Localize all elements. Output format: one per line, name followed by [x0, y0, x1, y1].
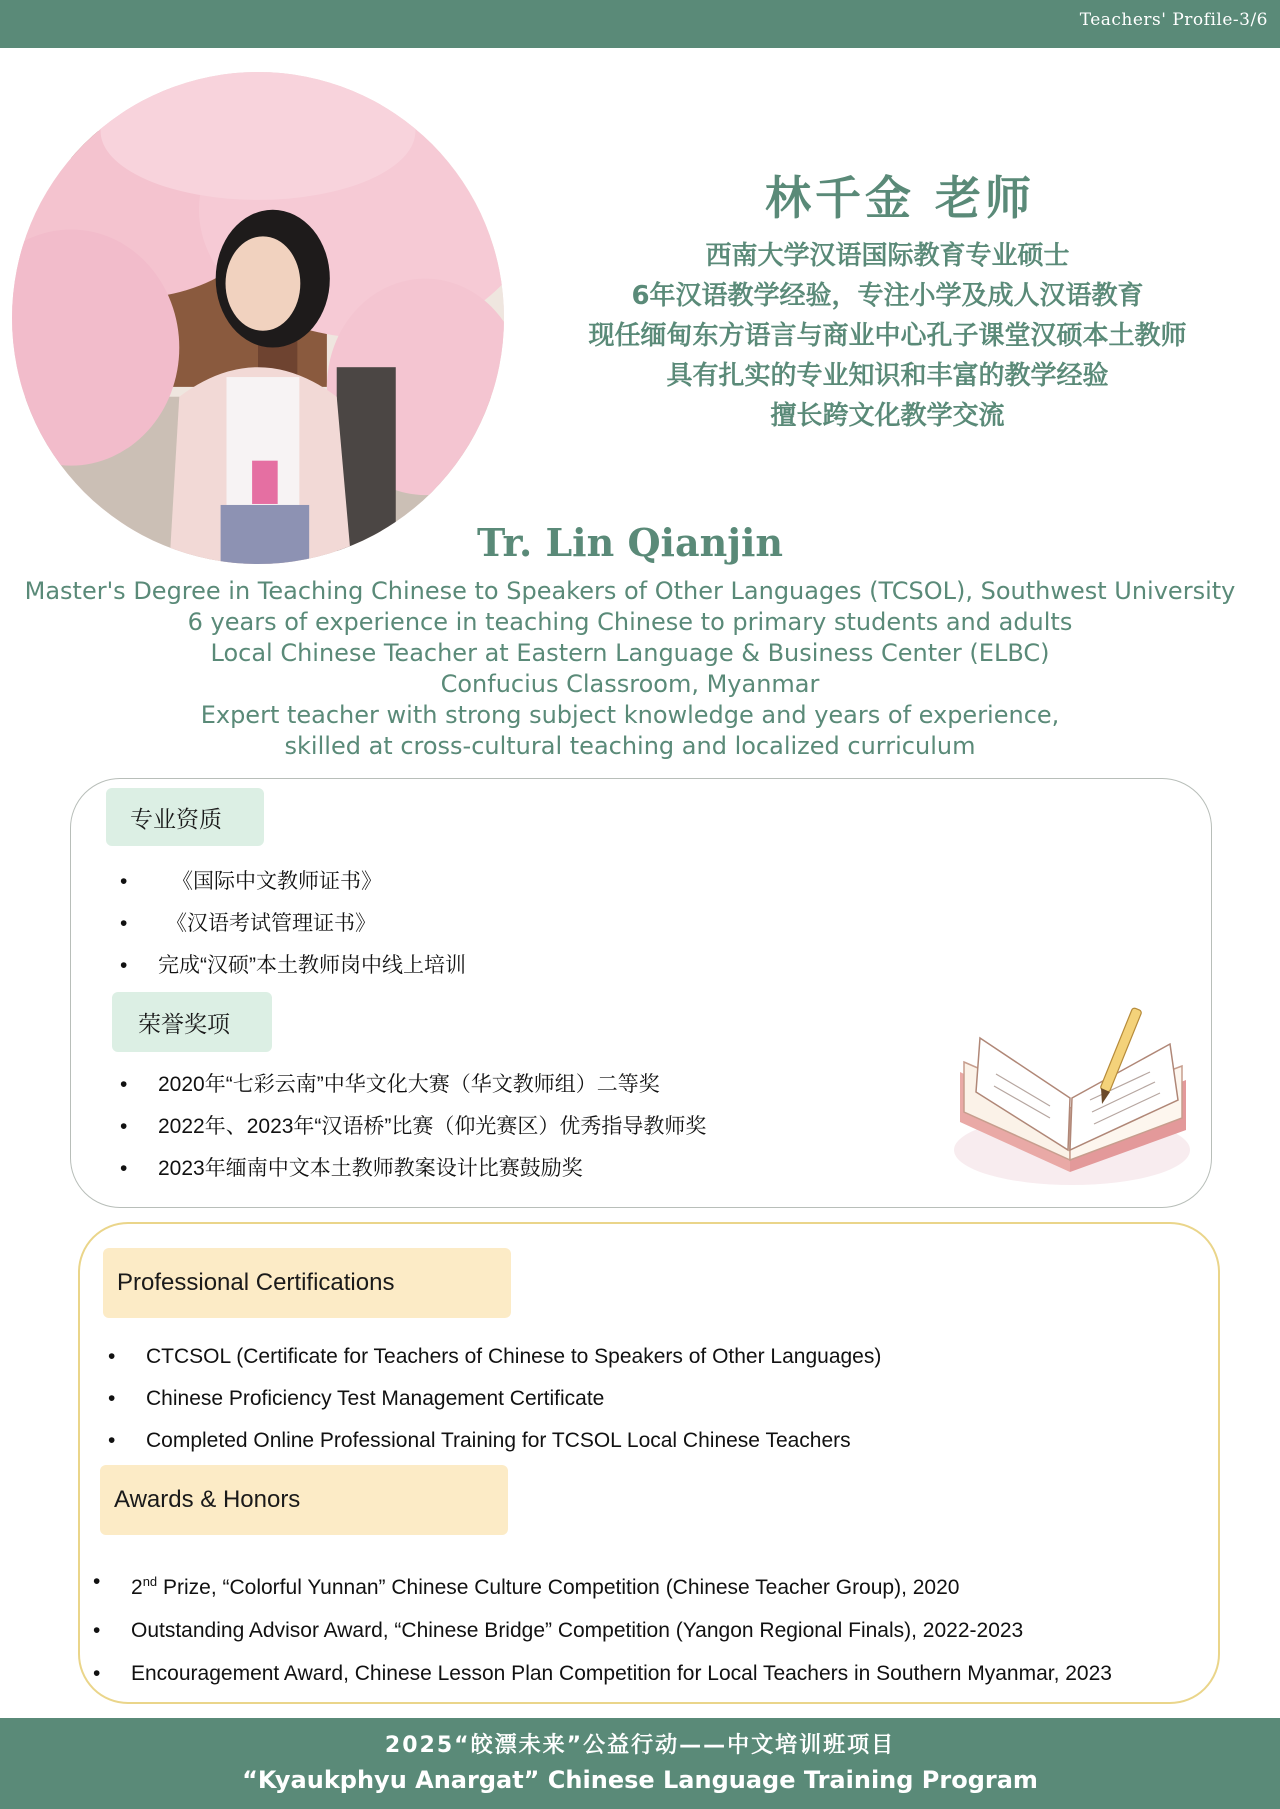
- intro-cn-line: 西南大学汉语国际教育专业硕士: [705, 241, 1070, 271]
- intro-en-line: skilled at cross-cultural teaching and localized curriculum: [284, 732, 976, 760]
- section-title-awards-en: Awards & Honors: [100, 1465, 508, 1535]
- intro-en-line: 6 years of experience in teaching Chinese to primary students and adults: [187, 608, 1073, 636]
- list-item: • Outstanding Advisor Award, “Chinese Bridge” Competition (Yangon Regional Finals), 2022-2023: [131, 1609, 1112, 1652]
- list-item: • 2022年、2023年“汉语桥”比赛（仰光赛区）优秀指导教师奖: [158, 1106, 706, 1148]
- award-ordinal: 2: [131, 1576, 143, 1599]
- teacher-name-cn: 林千金 老师: [764, 171, 1035, 225]
- intro-en-line: Master's Degree in Teaching Chinese to Speakers of Other Languages (TCSOL), Southwest University: [24, 577, 1236, 605]
- list-item: • 2020年“七彩云南”中华文化大赛（华文教师组）二等奖: [158, 1064, 706, 1106]
- list-item: [131, 1560, 1112, 1609]
- intro-en-line: Expert teacher with strong subject knowledge and years of experience,: [200, 701, 1060, 729]
- award-ordinal-suffix: nd: [142, 1574, 158, 1589]
- list-item: • 《国际中文教师证书》: [158, 861, 466, 903]
- footer-line-cn: 2025“皎漂未来”公益行动——中文培训班项目: [384, 1733, 896, 1758]
- qualifications-list-cn: [158, 861, 466, 987]
- page-label: Teachers' Profile-3/6: [1079, 10, 1268, 30]
- list-item: • Completed Online Professional Training for TCSOL Local Chinese Teachers: [146, 1420, 881, 1462]
- open-book-icon: [950, 1000, 1195, 1190]
- section-title-awards-cn: 荣誉奖项: [112, 992, 272, 1052]
- intro-cn-line: 具有扎实的专业知识和丰富的教学经验: [666, 361, 1109, 391]
- section-title-qualifications-cn: 专业资质: [106, 788, 264, 846]
- intro-en-line: Confucius Classroom, Myanmar: [440, 670, 820, 698]
- intro-cn-line: 现任缅甸东方语言与商业中心孔子课堂汉硕本土教师: [588, 321, 1187, 351]
- list-item: • Encouragement Award, Chinese Lesson Plan Competition for Local Teachers in Southern Myanmar, 2023: [131, 1652, 1112, 1695]
- intro-cn-line: 擅长跨文化教学交流: [770, 401, 1005, 431]
- footer-bar: [0, 1718, 1280, 1809]
- header-bar: [0, 0, 1280, 48]
- intro-cn: [495, 236, 1280, 436]
- awards-list-cn: [158, 1064, 706, 1190]
- list-item: • CTCSOL (Certificate for Teachers of Chinese to Speakers of Other Languages): [146, 1336, 881, 1378]
- list-item: • 《汉语考试管理证书》: [158, 903, 466, 945]
- section-title-certifications-en: Professional Certifications: [103, 1248, 511, 1318]
- awards-list-en: [131, 1560, 1112, 1695]
- intro-cn-line: 6年汉语教学经验，专注小学及成人汉语教育: [631, 281, 1144, 311]
- teacher-name-en: Tr. Lin Qianjin: [476, 520, 784, 565]
- teacher-photo: [12, 72, 504, 564]
- intro-en: [0, 576, 1260, 762]
- list-item: • 完成“汉硕”本土教师岗中线上培训: [158, 945, 466, 987]
- list-item: • 2023年缅南中文本土教师教案设计比赛鼓励奖: [158, 1148, 706, 1190]
- award-text: Prize, “Colorful Yunnan” Chinese Culture Competition (Chinese Teacher Group), 2020: [157, 1576, 960, 1599]
- footer-line-en: “Kyaukphyu Anargat” Chinese Language Training Program: [242, 1766, 1038, 1794]
- intro-en-line: Local Chinese Teacher at Eastern Language & Business Center (ELBC): [210, 639, 1050, 667]
- list-item: • Chinese Proficiency Test Management Certificate: [146, 1378, 881, 1420]
- certifications-list-en: [146, 1336, 881, 1462]
